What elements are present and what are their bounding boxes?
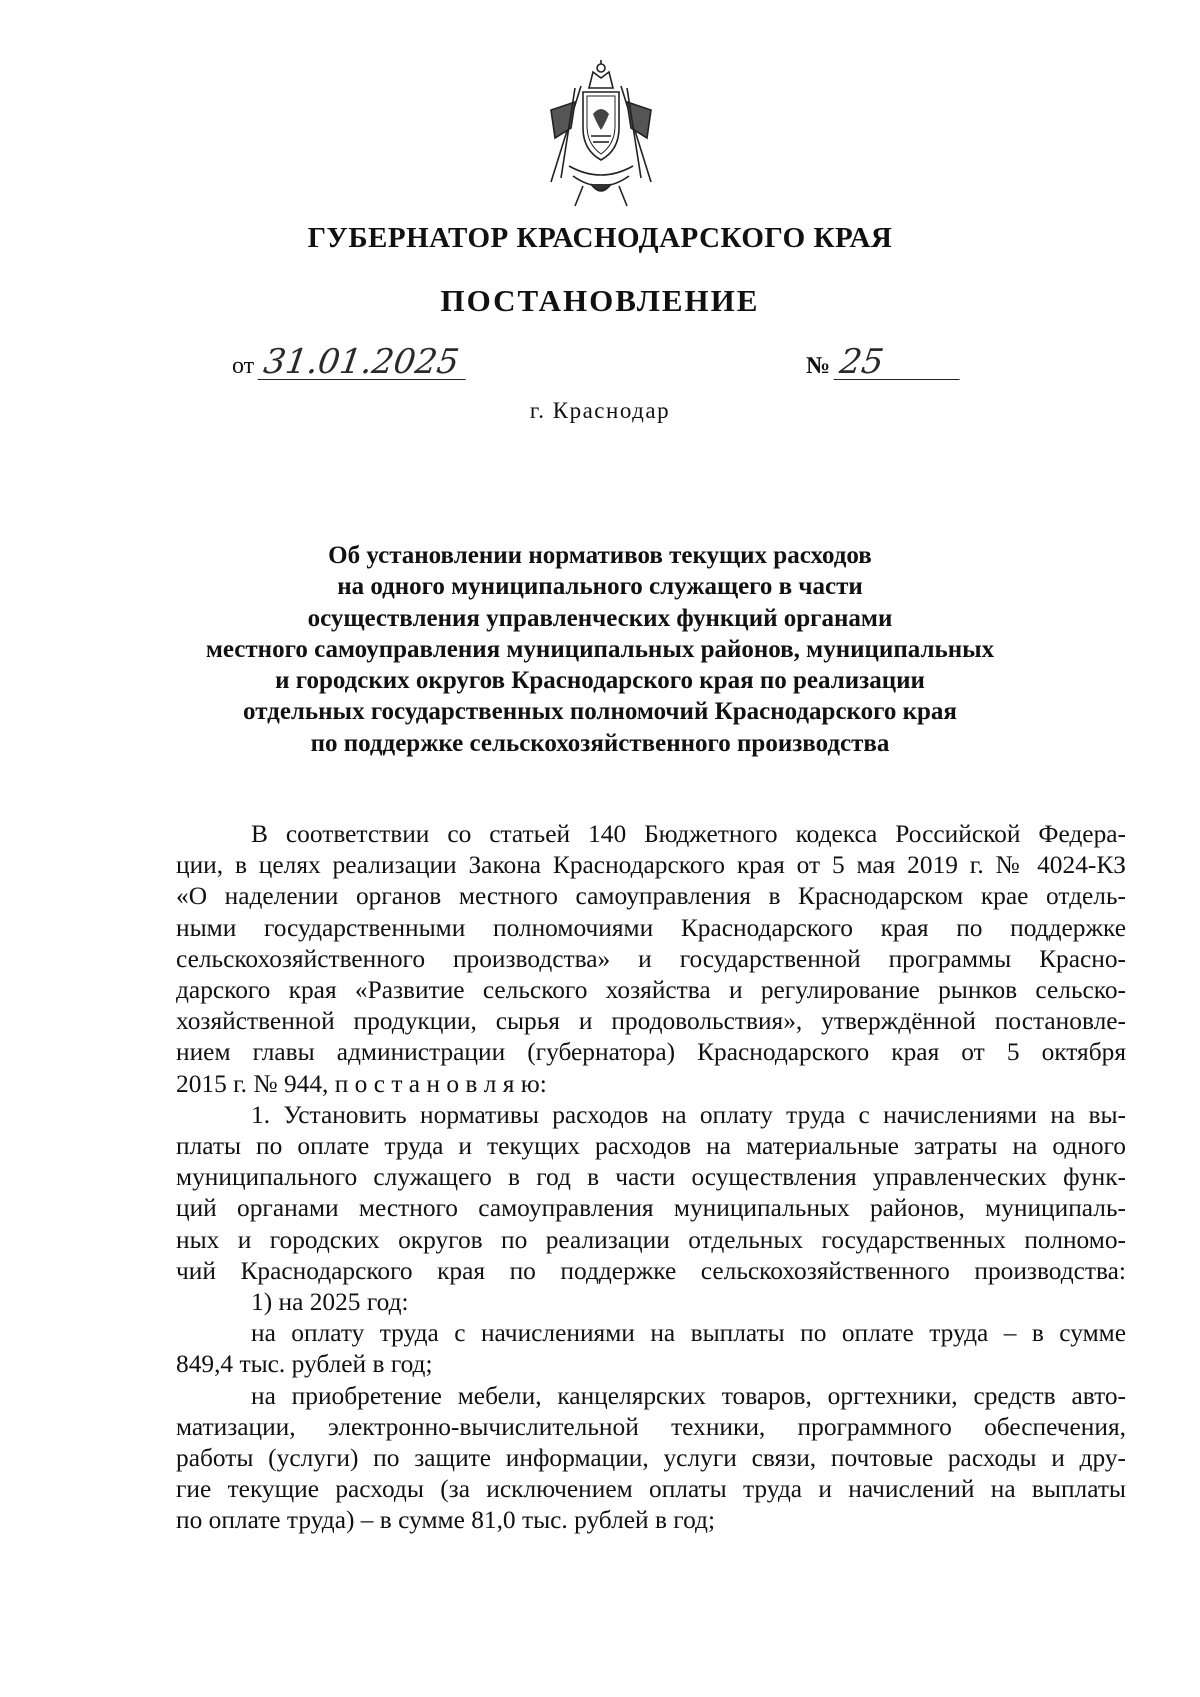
document-type-heading: ПОСТАНОВЛЕНИЕ bbox=[440, 283, 760, 318]
document-title bbox=[200, 540, 1000, 759]
body-line: муниципального служащего в год в части осуществления управленческих функ- bbox=[176, 1163, 1126, 1192]
krasnodar-coat-of-arms-icon bbox=[545, 58, 657, 210]
issue-city: г. Краснодар bbox=[529, 398, 671, 423]
body-line: дарского края «Развитие сельского хозяйства и регулирование рынков сельско- bbox=[176, 976, 1126, 1005]
body-line: ции, в целях реализации Закона Краснодарского края от 5 мая 2019 г. № 4024-КЗ bbox=[176, 851, 1126, 880]
title-line: местного самоуправления муниципальных районов, муниципальных bbox=[205, 635, 995, 663]
paragraph-1-line: 1. Установить нормативы расходов на оплату труда с начислениями на вы- bbox=[251, 1100, 1126, 1129]
body-line bbox=[176, 1069, 1126, 1100]
body-line: 849,4 тыс. рублей в год; bbox=[176, 1350, 433, 1379]
body-line: В соответствии со статьей 140 Бюджетного кодекса Российской Федера- bbox=[251, 820, 1126, 848]
title-line: Об установлении нормативов текущих расходов bbox=[328, 542, 872, 569]
handwritten-number: 25 bbox=[834, 345, 965, 380]
resolution-word: п о с т а н о в л я ю: bbox=[334, 1069, 547, 1098]
handwritten-date: 31.01.2025 bbox=[258, 345, 471, 380]
body-line: матизации, электронно-вычислительной техники, программного обеспечения, bbox=[176, 1412, 1126, 1441]
body-line: «О наделении органов местного самоуправления в Краснодарском крае отдель- bbox=[176, 882, 1126, 911]
body-line: сельскохозяйственного производства» и государственной программы Красно- bbox=[176, 944, 1126, 973]
body-line: по оплате труда) – в сумме 81,0 тыс. рублей в год; bbox=[176, 1506, 716, 1535]
body-line: чий Краснодарского края по поддержке сельскохозяйственного производства: bbox=[176, 1256, 1126, 1285]
title-line: по поддержке сельскохозяйственного производства bbox=[310, 729, 890, 757]
document-body bbox=[176, 819, 1126, 1537]
number-prefix: № bbox=[806, 353, 831, 379]
issuer-heading: ГУБЕРНАТОР КРАСНОДАРСКОГО КРАЯ bbox=[307, 222, 893, 254]
body-line: на приобретение мебели, канцелярских товаров, оргтехники, средств авто- bbox=[251, 1381, 1126, 1410]
body-line: нием главы администрации (губернатора) Краснодарского края от 5 октября bbox=[176, 1038, 1126, 1067]
date-prefix: от bbox=[232, 353, 255, 379]
title-line: и городских округов Краснодарского края по реализации bbox=[275, 667, 925, 695]
subitem-heading: 1) на 2025 год: bbox=[251, 1288, 409, 1317]
title-line: отдельных государственных полномочий Краснодарского края bbox=[243, 698, 957, 726]
body-line: платы по оплате труда и текущих расходов на материальные затраты на одного bbox=[176, 1132, 1126, 1161]
title-line: осуществления управленческих функций органами bbox=[307, 604, 893, 632]
document-date bbox=[232, 342, 468, 382]
title-line: на одного муниципального служащего в части bbox=[337, 573, 863, 601]
body-line: гие текущие расходы (за исключением оплаты труда и начислений на выплаты bbox=[176, 1475, 1126, 1504]
body-line: работы (услуги) по защите информации, услуги связи, почтовые расходы и дру- bbox=[176, 1444, 1126, 1473]
body-line: хозяйственной продукции, сырья и продовольствия», утверждённой постановле- bbox=[176, 1007, 1126, 1036]
body-line: ных и городских округов по реализации отдельных государственных полномо- bbox=[176, 1225, 1126, 1254]
body-line: ными государственными полномочиями Краснодарского края по поддержке bbox=[176, 913, 1126, 942]
body-line: на оплату труда с начислениями на выплаты по оплате труда – в сумме bbox=[251, 1319, 1126, 1348]
document-number bbox=[806, 342, 962, 382]
body-fragment: 2015 г. № 944, bbox=[176, 1069, 329, 1098]
body-line: ций органами местного самоуправления муниципальных районов, муниципаль- bbox=[176, 1194, 1126, 1223]
